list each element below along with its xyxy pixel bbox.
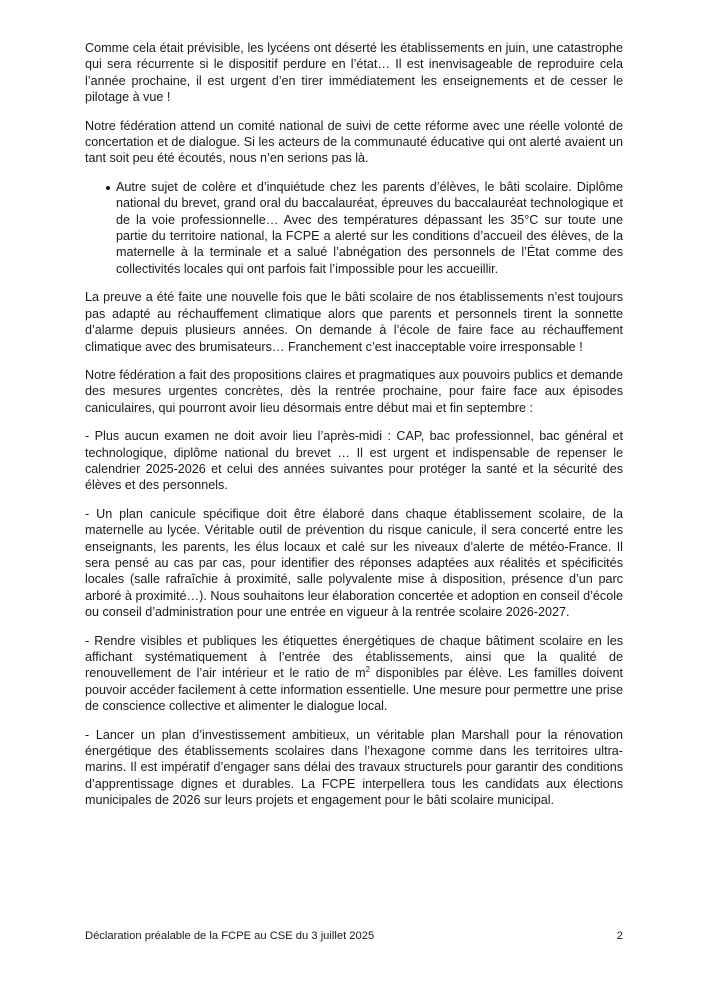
paragraph-comite-national: Notre fédération attend un comité national de suivi de cette réforme avec une réelle volonté de concertation et de dialogue. Si les acteurs de la communauté éducative qui ont alerté avaient un tant soit peu été écoutés, nous n’en serions pas là.: [85, 118, 623, 166]
footer-title: Déclaration préalable de la FCPE au CSE du 3 juillet 2025: [85, 930, 375, 942]
paragraph-lyceens: Comme cela était prévisible, les lycéens ont déserté les établissements en juin, une catastrophe qui sera récurrente si le dispositif perdure en l’état… Il est inenvisageable de reproduire cela l’année prochaine, il est urgent d’en tirer immédiatement les enseignements et de cesser le pilotage à vue !: [85, 41, 623, 105]
paragraph-etiquettes-energetiques: [85, 633, 623, 715]
bullet-dot-icon: [106, 186, 110, 190]
page-number: 2: [616, 930, 623, 942]
bullet-item-bati-scolaire: [85, 179, 623, 277]
paragraph-examens: - Plus aucun examen ne doit avoir lieu l’après-midi : CAP, bac professionnel, bac général et technologique, diplôme national du brevet … Il est urgent et indispensable de repenser le calendrier 2025-2026 et celui des années suivantes pour protéger la santé et la sécurité des élèves et des personnels.: [85, 429, 623, 493]
document-body: [85, 40, 623, 821]
paragraph-rechauffement: La preuve a été faite une nouvelle fois que le bâti scolaire de nos établissements n’est toujours pas adapté au réchauffement climatique alors que parents et personnels tirent la sonnette d’alarme depuis plusieurs années. On demande à l’école de faire face au réchauffement climatique avec des brumisateurs… Franchement c’est inacceptable voire irresponsable !: [85, 290, 623, 354]
page-footer: [85, 929, 623, 943]
paragraph-propositions: Notre fédération a fait des propositions claires et pragmatiques aux pouvoirs publics et demande des mesures urgentes concrètes, dès la rentrée prochaine, pour faire face aux épisodes caniculaires, qui pourront avoir lieu désormais entre début mai et fin septembre :: [85, 367, 623, 415]
text-segment: disponibles par élève. Les familles doivent pouvoir accéder facilement à cette information essentielle. Une mesure pour permettre une prise de conscience collective et alimenter le dialogue local.: [85, 666, 623, 714]
bullet-list: [85, 179, 623, 277]
paragraph-plan-canicule: - Un plan canicule spécifique doit être élaboré dans chaque établissement scolaire, de la maternelle au lycée. Véritable outil de prévention du risque canicule, il sera concerté entre les enseignants, les parents, les élus locaux et calé sur les niveaux d’alerte de météo-France. Il sera pensé au cas par cas, pour identifier des réponses adaptées aux réalités et spécificités locales (salle rafraîchie à proximité, salle polyvalente mise à disposition, présence d’un parc arboré à proximité…). Nous souhaitons leur élaboration concertée et adoption en conseil d’école ou conseil d’administration pour une entrée en vigueur à la rentrée scolaire 2026-2027.: [85, 506, 623, 620]
superscript: 2: [365, 665, 371, 675]
text-segment: - Rendre visibles et publiques les étiquettes énergétiques de chaque bâtiment scolaire en les affichant systématiquement à l’entrée des établissements, ainsi que la qualité de renouvellement de l’air intérieur et le ratio de m: [85, 633, 623, 681]
paragraph-plan-marshall: - Lancer un plan d’investissement ambitieux, un véritable plan Marshall pour la rénovation énergétique des établissements scolaires dans l’hexagone comme dans les territoires ultra-marins. Il est impératif d’engager sans délai des travaux structurels pour garantir des conditions d’apprentissage dignes et durables. La FCPE interpellera tous les candidats aux élections municipales de 2026 sur leurs projets et engagement pour le bâti scolaire municipal.: [85, 727, 623, 808]
bullet-text: Autre sujet de colère et d’inquiétude chez les parents d’élèves, le bâti scolaire. Diplôme national du brevet, grand oral du baccalauréat, épreuves du baccalauréat technologique et de la voie professionnelle… Avec des températures dépassant les 35°C sur toute une partie du territoire national, la FCPE a alerté sur les conditions d’accueil des élèves, de la maternelle à la terminale et a salué l’abnégation des personnels de l’État comme des collectivités locales qui ont parfois fait l’impossible pour les accueillir.: [116, 179, 623, 276]
